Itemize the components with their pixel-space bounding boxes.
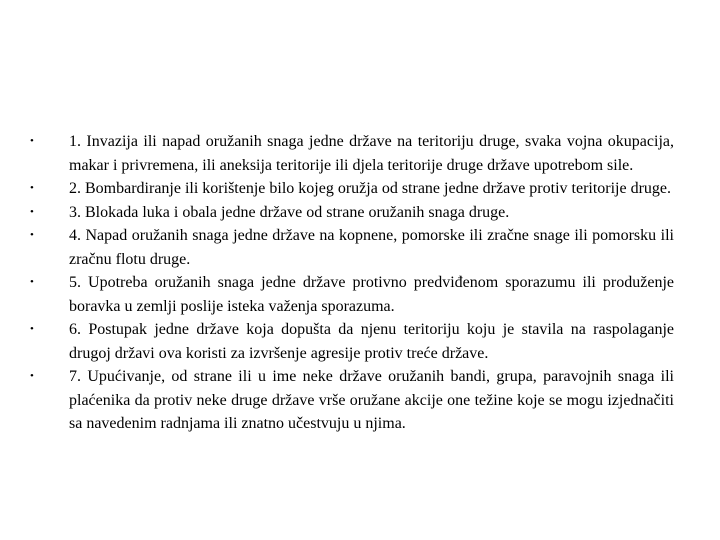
- bullet-icon: •: [30, 135, 34, 147]
- list-item: [30, 224, 674, 271]
- list-item: [30, 177, 674, 201]
- bullet-icon: •: [30, 323, 34, 335]
- list-item-text: 6. Postupak jedne države koja dopušta da njenu teritoriju koju je stavila na raspolaganje drugoj državi ova koristi za izvršenje agresije protiv treće države.: [69, 321, 674, 362]
- list-item: [30, 130, 674, 177]
- list-item: [30, 271, 674, 318]
- bullet-icon: •: [30, 370, 34, 382]
- list-item: [30, 201, 674, 225]
- list-item-text: 1. Invazija ili napad oružanih snaga jedne države na teritoriju druge, svaka vojna okupacija, makar i privremena, ili aneksija teritorije ili djela teritorije druge države upotrebom sile.: [69, 133, 674, 174]
- list-item-text: 2. Bombardiranje ili korištenje bilo kojeg oružja od strane jedne države protiv teritorije druge.: [69, 180, 672, 197]
- bullet-icon: •: [30, 276, 34, 288]
- list-item-text: 5. Upotreba oružanih snaga jedne države protivno predviđenom sporazumu ili produženje boravka u zemlji poslije isteka važenja sporazuma.: [69, 274, 674, 315]
- list-item-text: 4. Napad oružanih snaga jedne države na kopnene, pomorske ili zračne snage ili pomorsku ili zračnu flotu druge.: [69, 227, 674, 268]
- bullet-icon: •: [30, 229, 34, 241]
- bullet-icon: •: [30, 182, 34, 194]
- list-item-text: 7. Upućivanje, od strane ili u ime neke države oružanih bandi, grupa, paravojnih snaga ili plaćenika da protiv neke druge države vrše oružane akcije one težine koje se mogu izjednačiti sa navedenim radnjama ili znatno učestvuju u njima.: [69, 368, 674, 432]
- list-item-text: 3. Blokada luka i obala jedne države od strane oružanih snaga druge.: [69, 203, 510, 221]
- bullet-icon: •: [30, 205, 34, 218]
- aggression-acts-list: [30, 130, 674, 436]
- list-item: [30, 365, 674, 436]
- list-item: [30, 318, 674, 365]
